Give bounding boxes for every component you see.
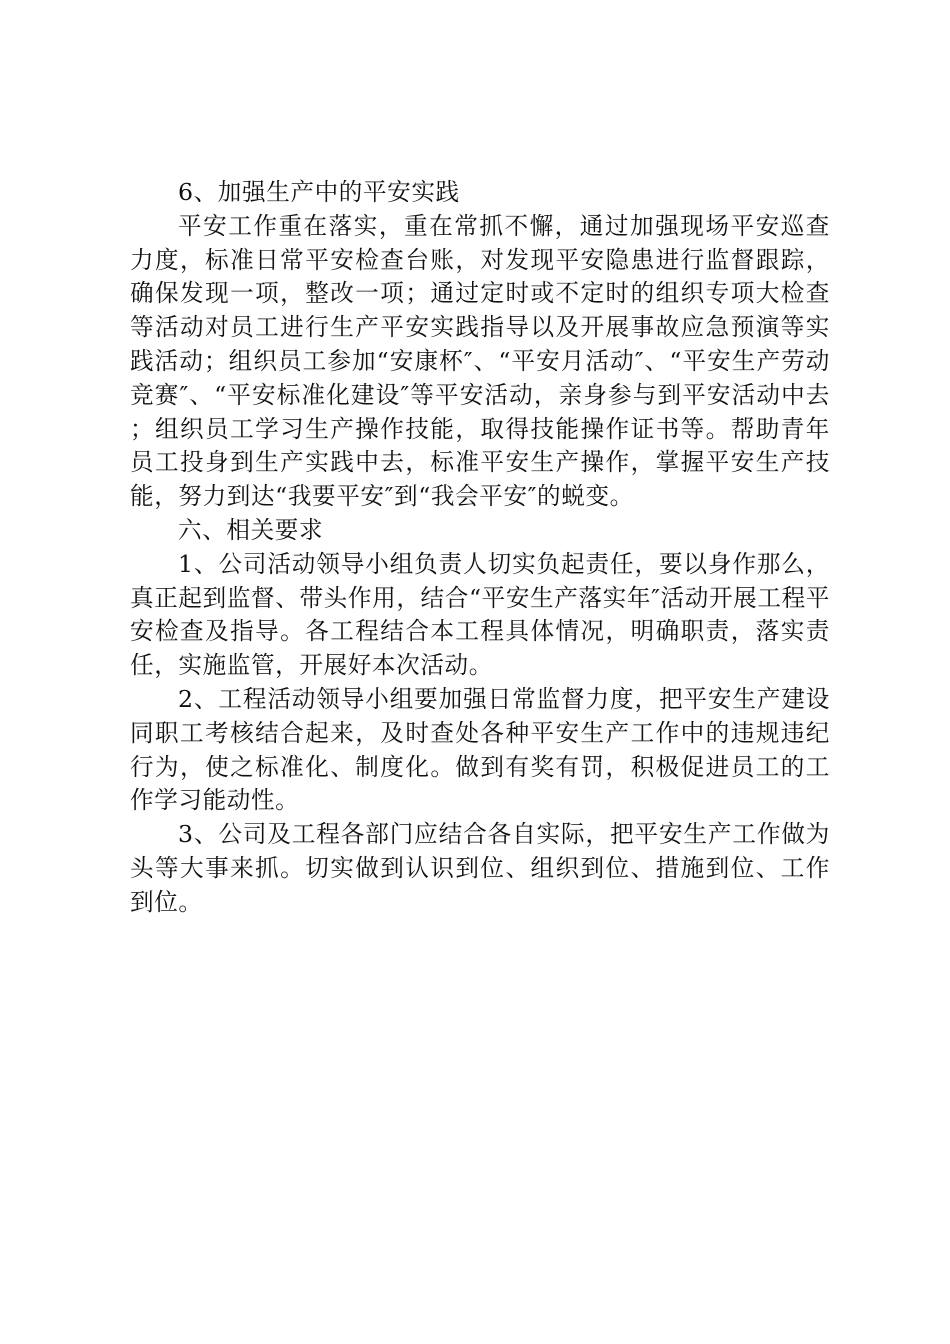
paragraph-requirement-3: 3、公司及工程各部门应结合各自实际，把平安生产工作做为头等大事来抓。切实做到认识到位、组织到位、措施到位、工作到位。 [130, 820, 830, 916]
document-page [130, 176, 830, 920]
paragraph-practice-body: 平安工作重在落实，重在常抓不懈，通过加强现场平安巡查力度，标准日常平安检查台账，对发现平安隐患进行监督跟踪，确保发现一项，整改一项；通过定时或不定时的组织专项大检查等活动对员工进行生产平安实践指导以及开展事故应急预演等实践活动；组织员工参加“安康杯″、“平安月活动″、“平安生产劳动竞赛″、“平安标准化建设″等平安活动，亲身参与到平安活动中去；组织员工学习生产操作技能，取得技能操作证书等。帮助青年员工投身到生产实践中去，标准平安生产操作，掌握平安生产技能，努力到达“我要平安″到“我会平安″的蜕变。 [130, 211, 830, 511]
section-heading-practice: 6、加强生产中的平安实践 [178, 178, 460, 206]
paragraph-requirement-1: 1、公司活动领导小组负责人切实负起责任，要以身作那么，真正起到监督、带头作用，结合“平安生产落实年″活动开展工程平安检查及指导。各工程结合本工程具体情况，明确职责，落实责任，实施监管，开展好本次活动。 [130, 549, 830, 680]
paragraph-requirement-2: 2、工程活动领导小组要加强日常监督力度，把平安生产建设同职工考核结合起来，及时查处各种平安生产工作中的违规违纪行为，使之标准化、制度化。做到有奖有罚，积极促进员工的工作学习能动性。 [130, 684, 830, 815]
section-heading-requirements: 六、相关要求 [178, 515, 324, 544]
